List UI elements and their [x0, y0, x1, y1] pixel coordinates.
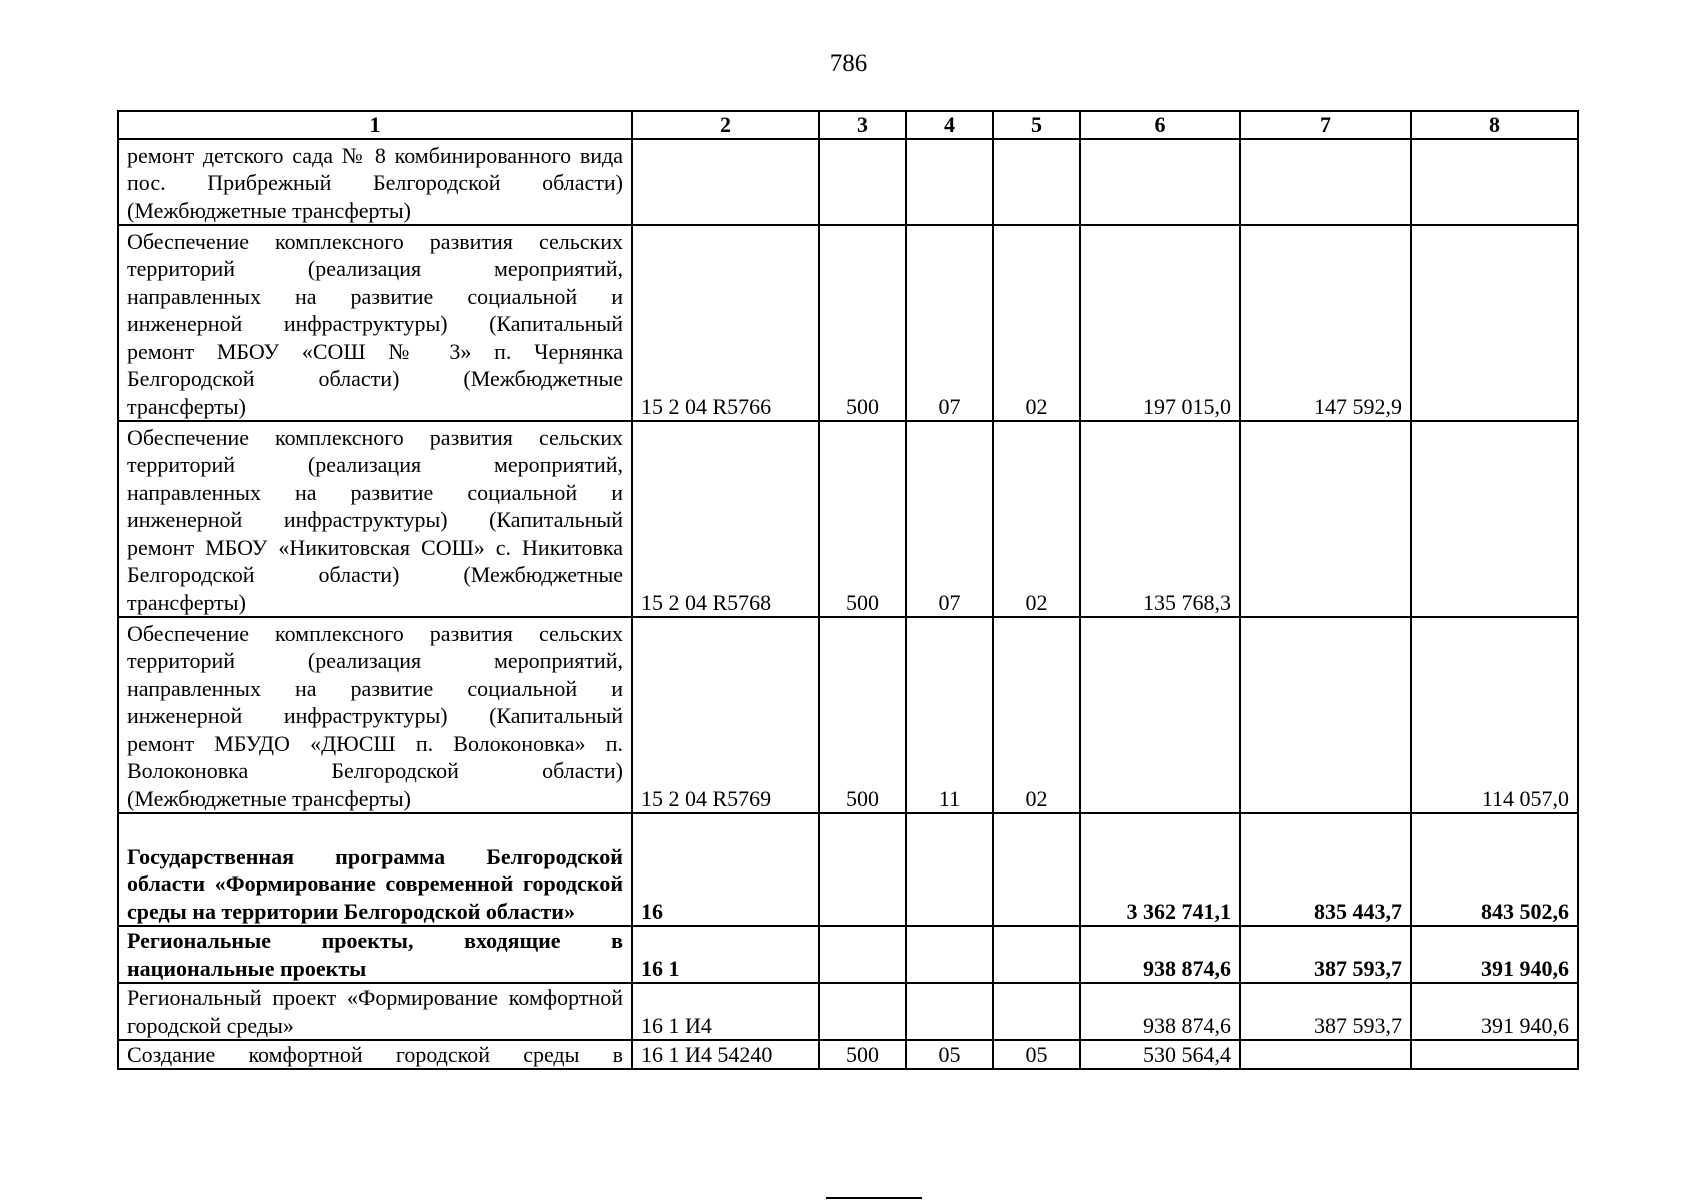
amount-cell: 835 443,7 [1240, 813, 1411, 926]
amount-cell: 843 502,6 [1411, 813, 1578, 926]
amount-cell: 3 362 741,1 [1080, 813, 1240, 926]
table-row [118, 926, 1578, 983]
expense-type-cell: 500 [819, 421, 906, 617]
amount-cell [1411, 1040, 1578, 1069]
amount-cell: 197 015,0 [1080, 225, 1240, 421]
table-row [118, 139, 1578, 225]
amount-cell: 938 874,6 [1080, 983, 1240, 1040]
target-code-cell [632, 139, 819, 225]
subsection-cell: 05 [993, 1040, 1080, 1069]
amount-cell: 938 874,6 [1080, 926, 1240, 983]
column-header: 7 [1240, 111, 1411, 139]
section-cell [906, 813, 993, 926]
amount-cell: 114 057,0 [1411, 617, 1578, 813]
column-header: 1 [118, 111, 632, 139]
column-header: 6 [1080, 111, 1240, 139]
subsection-cell [993, 813, 1080, 926]
footer-rule [826, 1197, 922, 1199]
amount-cell: 387 593,7 [1240, 983, 1411, 1040]
subsection-cell: 02 [993, 421, 1080, 617]
page-number: 786 [829, 50, 868, 77]
expense-type-cell: 500 [819, 1040, 906, 1069]
amount-cell: 387 593,7 [1240, 926, 1411, 983]
amount-cell [1411, 139, 1578, 225]
table-row [118, 617, 1578, 813]
amount-cell: 391 940,6 [1411, 983, 1578, 1040]
column-header: 4 [906, 111, 993, 139]
amount-cell: 135 768,3 [1080, 421, 1240, 617]
amount-cell [1240, 139, 1411, 225]
expense-type-cell: 500 [819, 225, 906, 421]
row-description: Обеспечение комплексного развития сельских территорий (реализация мероприятий, направленных на развитие социальной и инженерной инфраструктуры) (Капитальный ремонт МБОУ «Никитовская СОШ» с. Никитовка Белгородской области) (Межбюджетные трансферты) [118, 421, 632, 617]
target-code-cell: 15 2 04 R5768 [632, 421, 819, 617]
amount-cell [1240, 617, 1411, 813]
section-cell [906, 926, 993, 983]
section-cell [906, 983, 993, 1040]
amount-cell [1080, 139, 1240, 225]
row-description: Обеспечение комплексного развития сельских территорий (реализация мероприятий, направленных на развитие социальной и инженерной инфраструктуры) (Капитальный ремонт МБУДО «ДЮСШ п. Волоконовка» п. Волоконовка Белгородской области) (Межбюджетные трансферты) [118, 617, 632, 813]
amount-cell [1411, 421, 1578, 617]
subsection-cell [993, 926, 1080, 983]
table-row [118, 225, 1578, 421]
subsection-cell: 02 [993, 617, 1080, 813]
subsection-cell [993, 139, 1080, 225]
target-code-cell: 15 2 04 R5766 [632, 225, 819, 421]
row-description: Создание комфортной городской среды в [118, 1040, 632, 1069]
amount-cell [1080, 617, 1240, 813]
expense-type-cell [819, 983, 906, 1040]
target-code-cell: 16 [632, 813, 819, 926]
row-description: ремонт детского сада № 8 комбинированного вида пос. Прибрежный Белгородской области) (Межбюджетные трансферты) [118, 139, 632, 225]
budget-table [117, 110, 1579, 1070]
expense-type-cell [819, 813, 906, 926]
column-header: 5 [993, 111, 1080, 139]
section-cell: 11 [906, 617, 993, 813]
amount-cell: 530 564,4 [1080, 1040, 1240, 1069]
column-header: 8 [1411, 111, 1578, 139]
table-row [118, 421, 1578, 617]
column-header: 3 [819, 111, 906, 139]
expense-type-cell [819, 139, 906, 225]
subsection-cell [993, 983, 1080, 1040]
amount-cell: 391 940,6 [1411, 926, 1578, 983]
table-row [118, 983, 1578, 1040]
expense-type-cell [819, 926, 906, 983]
subsection-cell: 02 [993, 225, 1080, 421]
table-header-row [118, 111, 1578, 139]
amount-cell [1240, 1040, 1411, 1069]
section-cell: 07 [906, 225, 993, 421]
row-description: Государственная программа Белгородской области «Формирование современной городской среды на территории Белгородской области» [118, 813, 632, 926]
table-row [118, 813, 1578, 926]
column-header: 2 [632, 111, 819, 139]
section-cell: 05 [906, 1040, 993, 1069]
amount-cell [1240, 421, 1411, 617]
amount-cell [1411, 225, 1578, 421]
expense-type-cell: 500 [819, 617, 906, 813]
target-code-cell: 16 1 И4 [632, 983, 819, 1040]
target-code-cell: 16 1 И4 54240 [632, 1040, 819, 1069]
target-code-cell: 15 2 04 R5769 [632, 617, 819, 813]
amount-cell: 147 592,9 [1240, 225, 1411, 421]
section-cell: 07 [906, 421, 993, 617]
row-description: Обеспечение комплексного развития сельских территорий (реализация мероприятий, направленных на развитие социальной и инженерной инфраструктуры) (Капитальный ремонт МБОУ «СОШ № 3» п. Чернянка Белгородской области) (Межбюджетные трансферты) [118, 225, 632, 421]
table-row [118, 1040, 1578, 1069]
row-description: Региональные проекты, входящие в национальные проекты [118, 926, 632, 983]
target-code-cell: 16 1 [632, 926, 819, 983]
section-cell [906, 139, 993, 225]
row-description: Региональный проект «Формирование комфортной городской среды» [118, 983, 632, 1040]
